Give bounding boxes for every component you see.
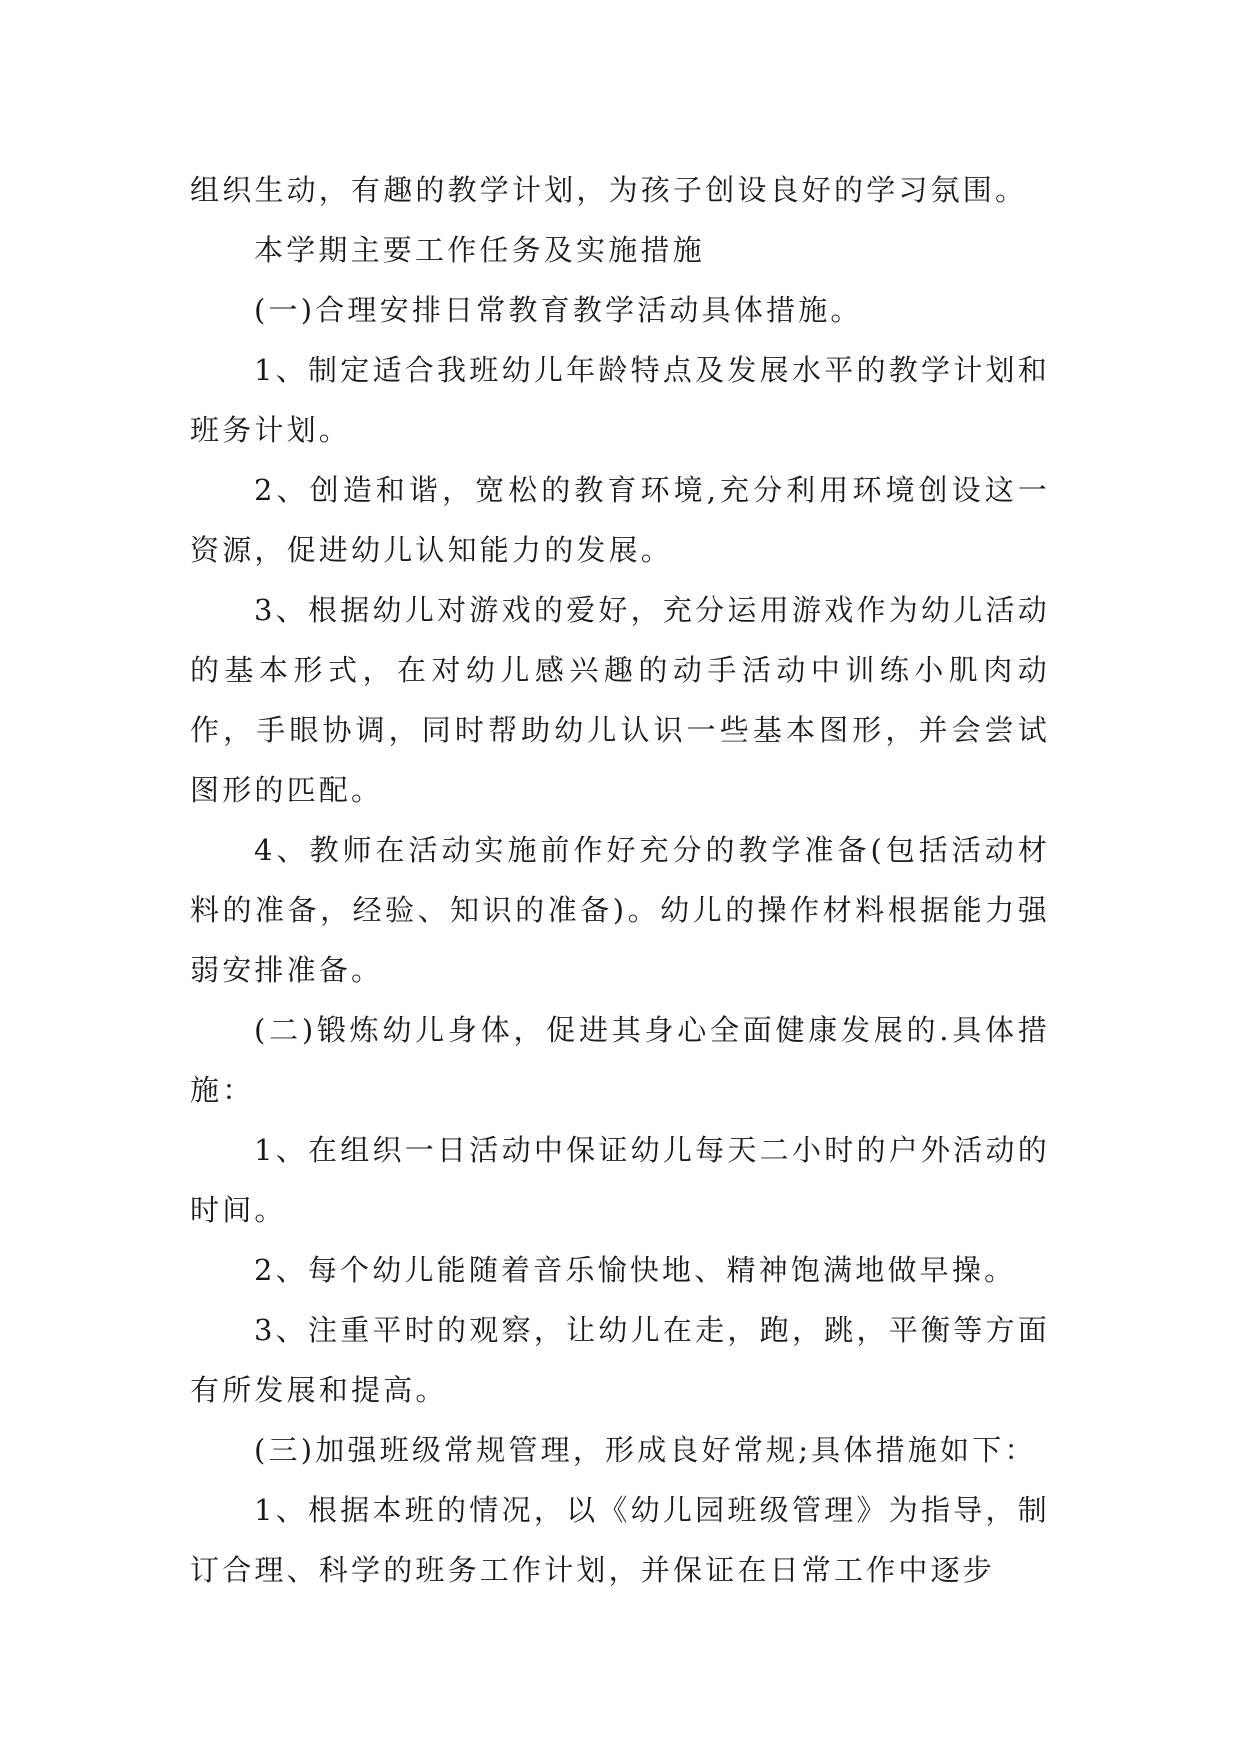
paragraph-11: 3、注重平时的观察，让幼儿在走，跑，跳，平衡等方面有所发展和提高。 — [190, 1313, 1050, 1407]
paragraph-2: 本学期主要工作任务及实施措施 — [254, 233, 705, 267]
paragraph-4: 1、制定适合我班幼儿年龄特点及发展水平的教学计划和班务计划。 — [190, 353, 1050, 447]
paragraph-8: (二)锻炼幼儿身体，促进其身心全面健康发展的.具体措施： — [190, 1013, 1050, 1107]
paragraph-12: (三)加强班级常规管理，形成良好常规;具体措施如下： — [254, 1433, 1037, 1467]
paragraph-7: 4、教师在活动实施前作好充分的教学准备(包括活动材料的准备，经验、知识的准备)。幼儿的操作材料根据能力强弱安排准备。 — [190, 833, 1050, 987]
paragraph-1: 组织生动，有趣的教学计划，为孩子创设良好的学习氛围。 — [190, 173, 1028, 207]
paragraph-5: 2、创造和谐，宽松的教育环境,充分利用环境创设这一资源，促进幼儿认知能力的发展。 — [190, 473, 1050, 567]
paragraph-13: 1、根据本班的情况，以《幼儿园班级管理》为指导，制订合理、科学的班务工作计划，并保证在日常工作中逐步 — [190, 1493, 1050, 1587]
paragraph-9: 1、在组织一日活动中保证幼儿每天二小时的户外活动的时间。 — [190, 1133, 1050, 1227]
paragraph-6: 3、根据幼儿对游戏的爱好，充分运用游戏作为幼儿活动的基本形式，在对幼儿感兴趣的动手活动中训练小肌肉动作，手眼协调，同时帮助幼儿认识一些基本图形，并会尝试图形的匹配。 — [190, 593, 1050, 807]
paragraph-3: (一)合理安排日常教育教学活动具体措施。 — [254, 293, 863, 327]
document-body — [190, 160, 1050, 1600]
paragraph-10: 2、每个幼儿能随着音乐愉快地、精神饱满地做早操。 — [254, 1253, 1017, 1287]
